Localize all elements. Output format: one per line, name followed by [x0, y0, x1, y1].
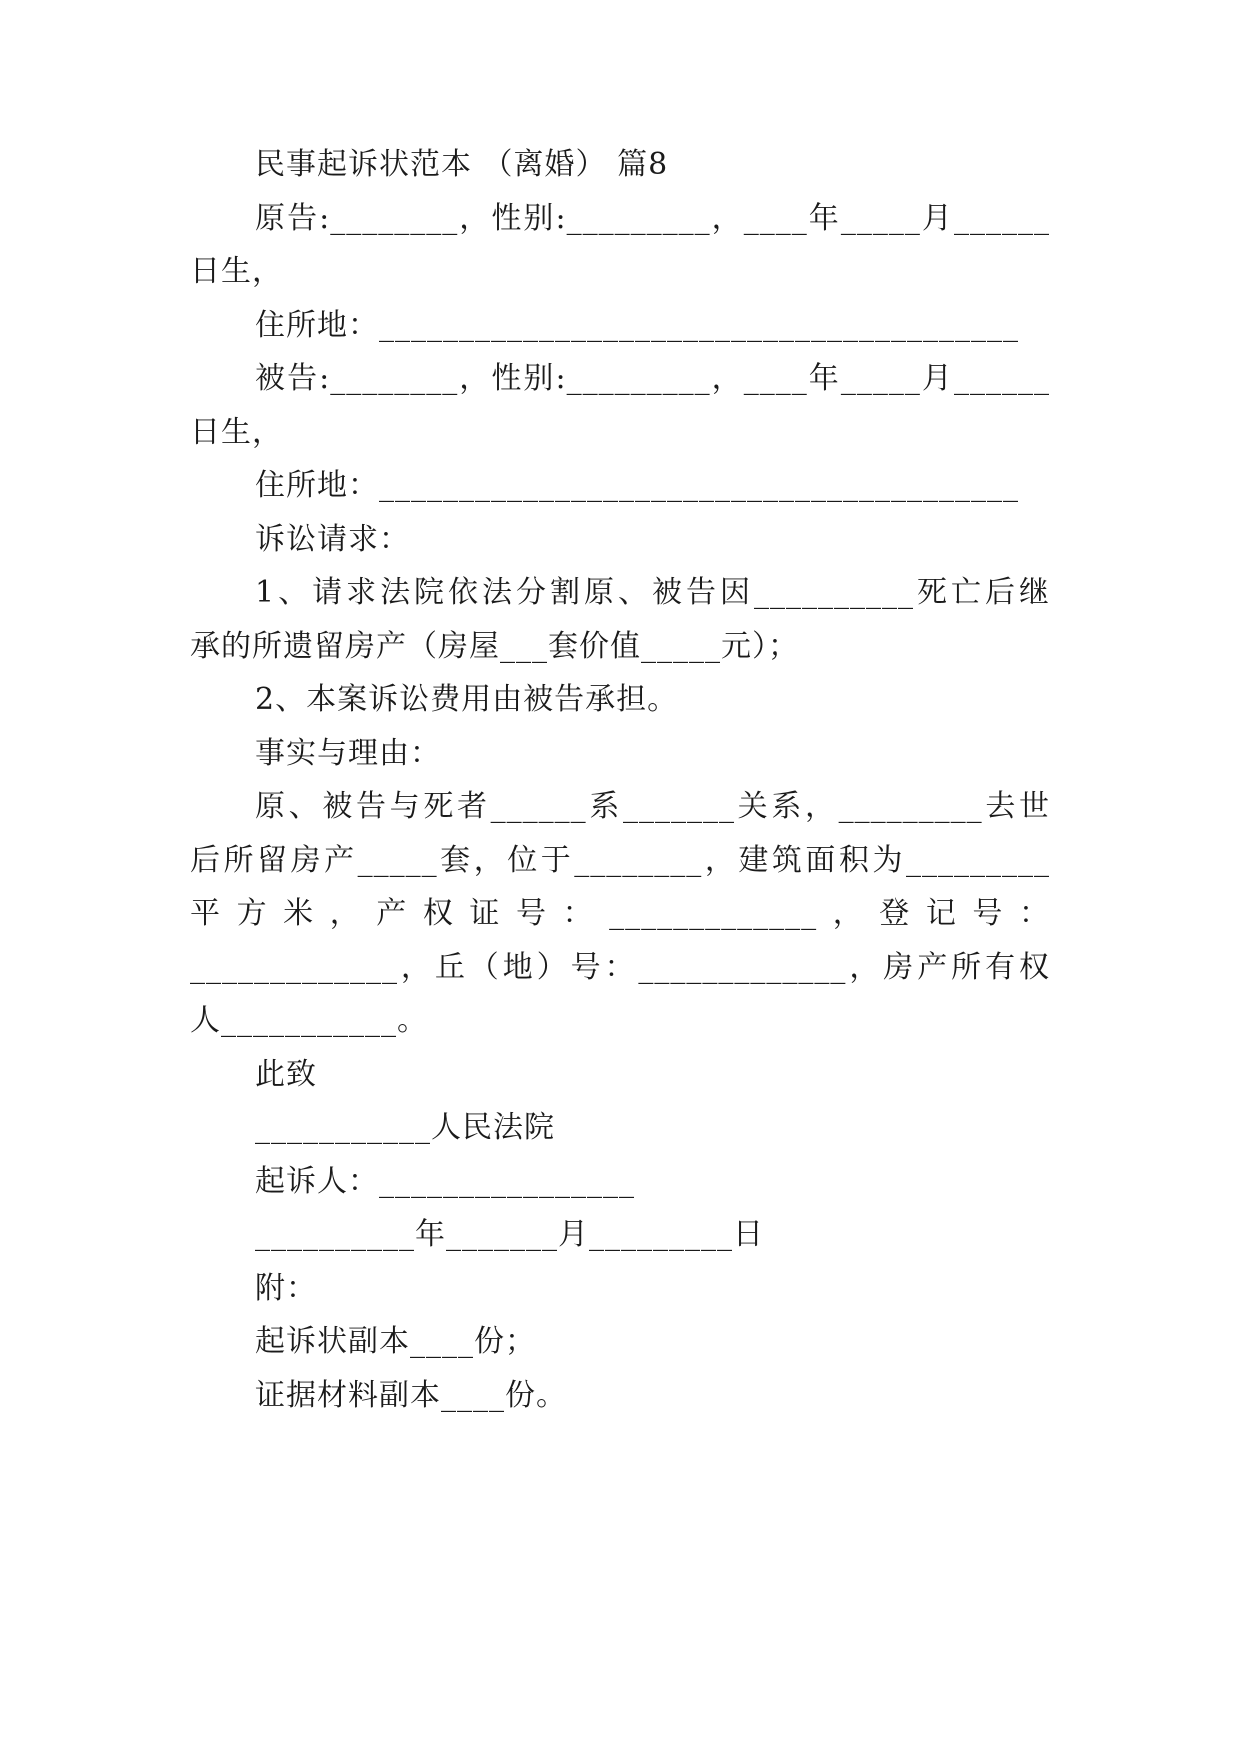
facts-line-2: 后所留房产_____套，位于________，建筑面积为_________ — [190, 843, 1050, 878]
document-title: 民事起诉状范本 （离婚） 篇8 — [255, 147, 669, 182]
facts-line-3: 平方米，产权证号：_____________，登记号： — [190, 896, 1050, 931]
claim-1-continuation: 承的所遗留房产（房屋___套价值_____元）； — [190, 629, 799, 664]
facts-heading: 事实与理由： — [255, 736, 441, 771]
date-line: __________年_______月_________日 — [255, 1217, 764, 1252]
defendant-address-line: 住所地：________________________________________ — [255, 468, 1019, 503]
facts-line-1: 原、被告与死者______系_______关系，_________去世 — [255, 789, 1050, 824]
claim-1-line: 1、请求法院依法分割原、被告因__________死亡后继 — [255, 575, 1050, 610]
plaintiff-birth-line: 日生， — [190, 254, 283, 289]
defendant-line: 被告:________，性别:_________，____年_____月______ — [255, 361, 1050, 396]
attachments-heading: 附： — [255, 1271, 317, 1306]
plaintiff-line: 原告:________，性别:_________，____年_____月______ — [255, 201, 1050, 236]
claims-heading: 诉讼请求： — [255, 522, 410, 557]
plaintiff-signature-line: 起诉人：________________ — [255, 1164, 635, 1199]
plaintiff-address-line: 住所地：________________________________________ — [255, 308, 1019, 343]
attachment-complaint-copies: 起诉状副本____份； — [255, 1324, 536, 1359]
claim-2-line: 2、本案诉讼费用由被告承担。 — [255, 682, 679, 717]
facts-line-4: _____________，丘（地）号：_____________，房产所有权 — [190, 950, 1050, 985]
attachment-evidence-copies: 证据材料副本____份。 — [255, 1378, 567, 1413]
court-line: ___________人民法院 — [255, 1110, 555, 1145]
salutation: 此致 — [255, 1057, 317, 1092]
facts-line-5: 人___________。 — [190, 1003, 428, 1038]
defendant-birth-line: 日生， — [190, 415, 283, 450]
